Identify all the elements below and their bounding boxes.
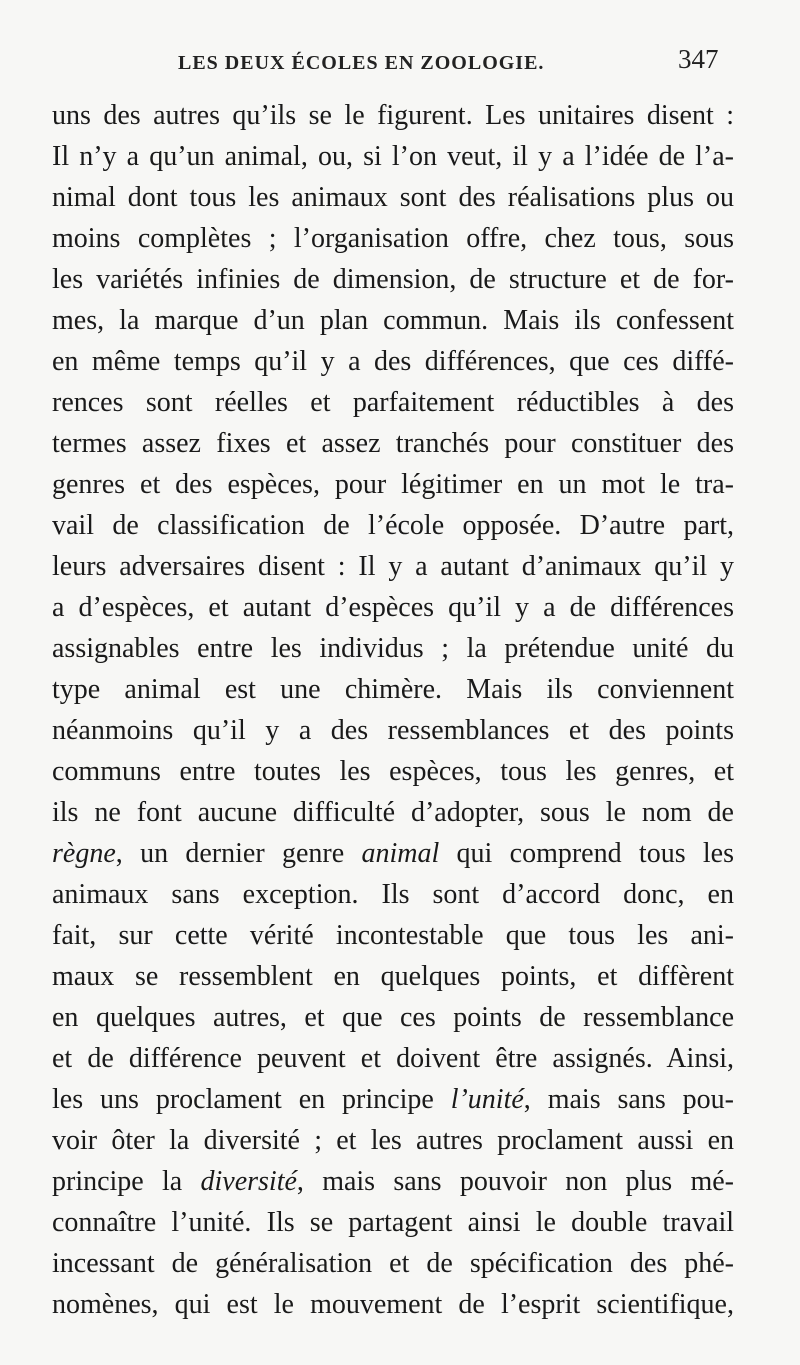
italic-term: l’unité (450, 1084, 524, 1115)
text-line: rences sont réelles et parfaitement réductibles à des (52, 387, 734, 418)
page-number: 347 (678, 44, 719, 74)
text-line: néanmoins qu’il y a des ressemblances et des points (52, 715, 734, 746)
text-line: a d’espèces, et autant d’espèces qu’il y a de différences (52, 592, 734, 623)
text-line: type animal est une chimère. Mais ils conviennent (52, 674, 734, 705)
text-line: voir ôter la diversité ; et les autres proclament aussi en (52, 1125, 734, 1156)
text-line: fait, sur cette vérité incontestable que tous les ani- (52, 920, 734, 951)
text-line: vail de classification de l’école opposée. D’autre part, (52, 510, 734, 541)
text-line (52, 1162, 734, 1202)
text-line: mes, la marque d’un plan commun. Mais ils confessent (52, 305, 734, 336)
text-run: , un dernier genre (115, 838, 362, 869)
text-line: nimal dont tous les animaux sont des réalisations plus ou (52, 182, 734, 213)
text-run: principe la (52, 1166, 201, 1197)
text-line (52, 834, 734, 874)
text-line: termes assez fixes et assez tranchés pour constituer des (52, 428, 734, 459)
text-run: , mais sans pouvoir non plus mé- (296, 1166, 734, 1197)
text-run: qui comprend tous les (439, 838, 734, 869)
text-line: incessant de généralisation et de spécification des phé- (52, 1248, 734, 1279)
text-line: les variétés infinies de dimension, de structure et de for- (52, 264, 734, 295)
text-line (52, 1080, 734, 1120)
text-line: en quelques autres, et que ces points de ressemblance (52, 1002, 734, 1033)
italic-term: animal (361, 838, 440, 869)
text-line: genres et des espèces, pour légitimer en un mot le tra- (52, 469, 734, 500)
italic-term: diversité (200, 1166, 297, 1197)
running-header (0, 42, 800, 88)
text-run: , mais sans pou- (523, 1084, 734, 1115)
text-line: nomènes, qui est le mouvement de l’esprit scientifique, (52, 1289, 734, 1320)
text-line: animaux sans exception. Ils sont d’accord donc, en (52, 879, 734, 910)
text-line: ils ne font aucune difficulté d’adopter, sous le nom de (52, 797, 734, 828)
text-line: connaître l’unité. Ils se partagent ainsi le double travail (52, 1207, 734, 1238)
text-line: moins complètes ; l’organisation offre, chez tous, sous (52, 223, 734, 254)
text-line: communs entre toutes les espèces, tous les genres, et (52, 756, 734, 787)
text-line: leurs adversaires disent : Il y a autant d’animaux qu’il y (52, 551, 734, 582)
text-run: les uns proclament en principe (52, 1084, 451, 1115)
text-line: et de différence peuvent et doivent être assignés. Ainsi, (52, 1043, 734, 1074)
running-title: LES DEUX ÉCOLES EN ZOOLOGIE. (178, 52, 545, 74)
text-line: Il n’y a qu’un animal, ou, si l’on veut, il y a l’idée de l’a- (52, 141, 734, 172)
text-line: assignables entre les individus ; la prétendue unité du (52, 633, 734, 664)
text-line: en même temps qu’il y a des différences, que ces diffé- (52, 346, 734, 377)
text-line: maux se ressemblent en quelques points, et diffèrent (52, 961, 734, 992)
italic-term: règne (52, 838, 116, 869)
text-line: uns des autres qu’ils se le figurent. Les unitaires disent : (52, 100, 734, 131)
